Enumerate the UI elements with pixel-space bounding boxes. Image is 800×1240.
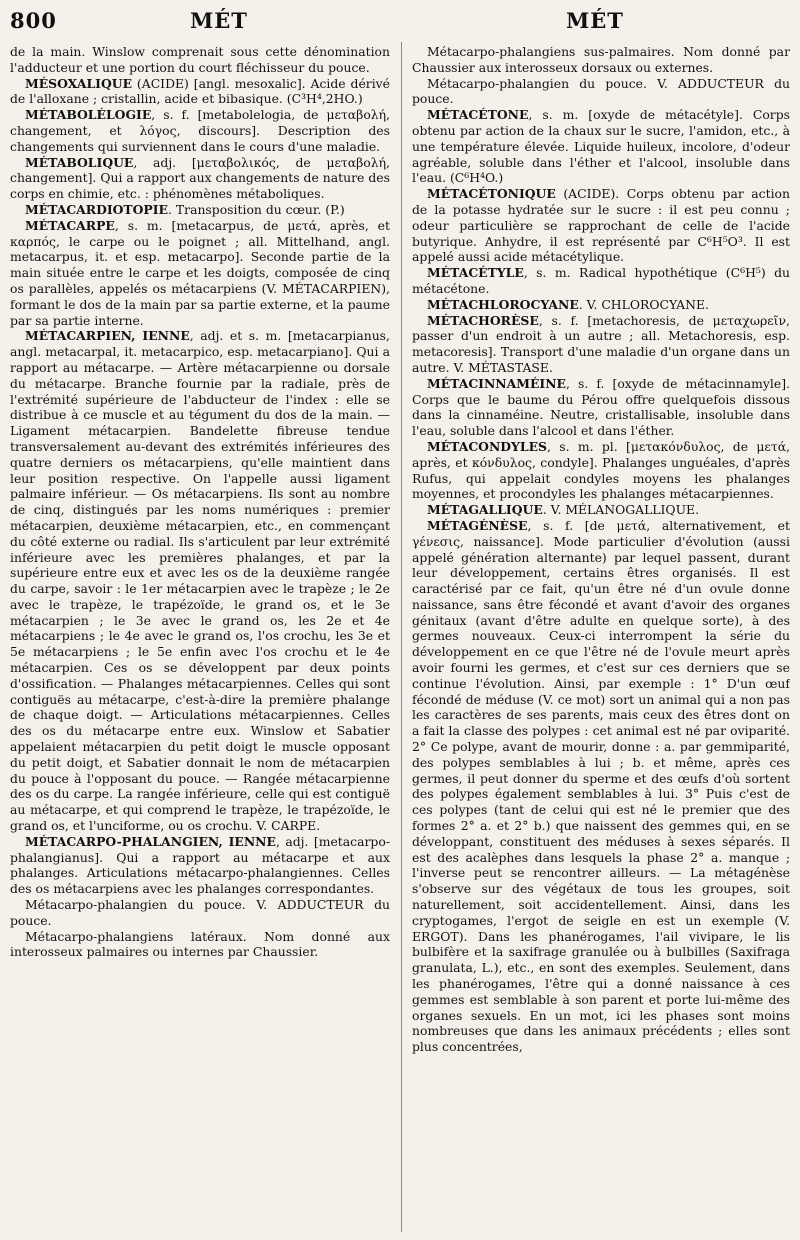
left-column	[10, 44, 390, 1230]
entry-headword: MÉTAGÉNÈSE	[427, 517, 528, 533]
entry-text: , s. m. [oxyde de métacétyle]. Corps obtenu par action de la chaux sur le sucre, l'amidon, etc., à une température élevée. Liquide huileux, incolore, d'odeur agréable, soluble dans l'éther et l'alcool, insoluble dans l'eau. (C⁶H⁴O.)	[412, 107, 790, 186]
entry-text: , adj. [metacarpo-phalangianus]. Qui a rapport au métacarpe et aux phalanges. Articulations métacarpo-phalangiennes. Celles des os métacarpiens avec les phalanges correspondantes.	[10, 833, 390, 897]
dictionary-entry	[412, 297, 790, 313]
entry-text: , s. m. [metacarpus, de μετά, après, et καρπός, le carpe ou le poignet ; all. Mittelhand, angl. metacarpus, it. et esp. metacarpo]. Seconde partie de la main située entre le carpe et les doigts, composée de cinq os parallèles, appelés os métacarpiens (V. MÉTACARPIEN), formant le dos de la main par sa partie externe, et la paume par sa partie interne.	[10, 217, 390, 328]
entry-text: , s. f. [de μετά, alternativement, et γένεσις, naissance]. Mode particulier d'évolution (aussi appelé génération alternante) par lequel passent, durant leur développement, certains êtres organisés. Il est caractérisé par ce fait, qu'un être né d'un ovule donne naissance, sans être fécondé et avant d'avoir des organes génitaux (avant d'être adulte en quelque sorte), à des germes nouveaux. Ceux-ci interrompent la série du développement en ce que l'être né de l'ovule meurt après avoir fourni les germes, et c'est sur ces derniers que se continue l'évolution. Ainsi, par exemple : 1° D'un œuf fécondé de méduse (V. ce mot) sort un animal qui a non pas les caractères de ses parents, mais ceux des êtres dont on a fait la classe des polypes : cet animal est né par oviparité. 2° Ce polype, avant de mourir, donne : a. par gemmiparité, des polypes semblables à lui ; b. et même, après ces germes, il peut donner du sperme et des œufs d'où sortent des polypes également semblables à lui. 3° Puis c'est de ces polypes (tant de celui qui est né le premier que des formes 2° a. et 2° b.) que naissent des gemmes qui, en se développant, constituent des méduses à sexes séparés. Il est des acalèphes dans lesquels la phase 2° a. manque ; l'inverse peut se rencontrer ailleurs. — La métagénèse s'observe sur des végétaux de tous les groupes, soit naturellement, soit accidentellement. Ainsi, dans les cryptogames, l'ergot de seigle en est un exemple (V. ERGOT). Dans les phanérogames, l'ail vivipare, le lis bulbifère et la saxifrage granulée ou à bulbilles (Saxifraga granulata, L.), etc., en sont des exemples. Seulement, dans les phanérogames, l'être qui a donné naissance à ces gemmes est semblable à son parent et porte lui-même des organes sexuels. En un mot, ici les phases sont moins nombreuses que dans les animaux précédents ; elles sont plus concentrées,	[412, 517, 790, 1055]
entry-headword: MÉTAGALLIQUE	[427, 502, 543, 518]
entry-text: Métacarpo-phalangien du pouce. V. ADDUCTEUR du pouce.	[10, 897, 390, 928]
entry-text: . Transposition du cœur. (P.)	[168, 201, 345, 217]
entry-headword: MÉTABOLIQUE	[25, 154, 134, 170]
dictionary-entry	[412, 44, 790, 76]
entry-text: . V. CHLOROCYANE.	[578, 296, 709, 312]
entry-text: , s. f. [metachoresis, de μεταχωρεῖν, passer d'un endroit à un autre ; all. Metachoresis, esp. metacoresis]. Transport d'une maladie d'un organe dans un autre. V. MÉTASTASE.	[412, 312, 790, 375]
dictionary-entry	[10, 107, 390, 154]
dictionary-entry	[10, 834, 390, 897]
dictionary-entry	[10, 929, 390, 961]
entry-headword: MÉSOXALIQUE	[25, 75, 133, 91]
dictionary-entry	[10, 76, 390, 108]
entry-text: Métacarpo-phalangiens latéraux. Nom donné aux interosseux palmaires ou internes par Chaussier.	[10, 928, 390, 960]
dictionary-entry	[412, 439, 790, 502]
entry-text: , s. f. [metabolelogia, de μεταβολή, changement, et λόγος, discours]. Description des changements qui surviennent dans le cours d'une maladie.	[10, 107, 390, 154]
entry-headword: MÉTACONDYLES	[427, 438, 547, 454]
dictionary-entry	[10, 218, 390, 329]
dictionary-entry	[412, 107, 790, 186]
entry-text: , s. m. Radical hypothétique (C⁶H⁵) du métacétone.	[412, 265, 790, 296]
entry-headword: MÉTACHORÈSE	[427, 312, 539, 328]
entry-headword: MÉTACARPIEN, IENNE	[25, 328, 190, 344]
entry-headword: MÉTACINNAMÉINE	[427, 375, 566, 391]
entry-headword: MÉTACHLOROCYANE	[427, 296, 579, 312]
dictionary-entry	[412, 186, 790, 265]
entry-headword: MÉTACÉTONIQUE	[427, 186, 556, 202]
entry-text: , adj. [μεταβολικός, de μεταβολή, changement]. Qui a rapport aux changements de nature des corps en chimie, etc. : phénomènes métaboliques.	[10, 154, 390, 202]
dictionary-entry	[10, 202, 390, 218]
entry-text: (ACIDE) [angl. mesoxalic]. Acide dérivé de l'alloxane ; cristallin, acide et bibasique. (C³H⁴,2HO.)	[10, 75, 390, 107]
entry-text: de la main. Winslow comprenait sous cette dénomination l'adducteur et une portion du court fléchisseur du pouce.	[10, 44, 390, 75]
entry-text: , s. f. [oxyde de métacinnamyle]. Corps que le baume du Pérou offre quelquefois dissous dans la cinnaméine. Neutre, cristallisable, insoluble dans l'eau, soluble dans l'alcool et dans l'éther.	[412, 375, 790, 439]
dictionary-entry	[412, 265, 790, 297]
right-column	[412, 44, 790, 1230]
dictionary-entry	[412, 376, 790, 439]
entry-headword: MÉTABOLÉLOGIE	[25, 107, 152, 123]
entry-headword: MÉTACÉTYLE	[427, 265, 524, 281]
dictionary-entry	[412, 76, 790, 108]
dictionary-entry	[10, 328, 390, 834]
page-number: 800	[10, 8, 57, 33]
entry-text: , s. m. pl. [μετακόνδυλος, de μετά, après, et κόνδυλος, condyle]. Phalanges unguéales, d'après Rufus, qui appelait condyles moyens les phalanges moyennes, et procondyles les phalanges métacarpiennes.	[412, 438, 790, 502]
entry-headword: MÉTACARPE	[25, 217, 115, 233]
entry-headword: MÉTACARDIOTOPIE	[25, 201, 168, 217]
column-divider	[401, 42, 402, 1232]
dictionary-entry	[10, 44, 390, 76]
dictionary-entry	[412, 313, 790, 376]
entry-text: Métacarpo-phalangiens sus-palmaires. Nom donné par Chaussier aux interosseux dorsaux ou externes.	[412, 44, 790, 75]
dictionary-entry	[10, 155, 390, 202]
entry-text: . V. MÉLANOGALLIQUE.	[542, 502, 700, 518]
dictionary-entry	[10, 897, 390, 929]
dictionary-entry	[412, 518, 790, 1055]
entry-text: Métacarpo-phalangien du pouce. V. ADDUCTEUR du pouce.	[412, 75, 790, 107]
entry-text: (ACIDE). Corps obtenu par action de la potasse hydratée sur le sucre : il est peu connu ; odeur particulière se rapprochant de celle de l'acide butyrique. Anhydre, il est représenté par C⁶H⁵O³. Il est appelé aussi acide métacétylique.	[412, 186, 790, 265]
left-running-head: MÉT	[190, 8, 248, 33]
entry-text: , adj. et s. m. [metacarpianus, angl. metacarpal, it. metacarpico, esp. metacarpiano]. Qui a rapport au métacarpe. — Artère métacarpienne ou dorsale du métacarpe. Branche fournie par la radiale, près de l'extrémité supérieure de l'abducteur de l'index : elle se distribue à ce muscle et au tégument du dos de la main. — Ligament métacarpien. Bandelette fibreuse tendue transversalement au-devant des extrémités inférieures des quatre derniers os métacarpiens, qu'elle maintient dans leur position respective. On l'appelle aussi ligament palmaire inférieur. — Os métacarpiens. Ils sont au nombre de cinq, distingués par les noms numériques : premier métacarpien, deuxième métacarpien, etc., en commençant du côté externe ou radial. Ils s'articulent par leur extrémité inférieure avec les premières phalanges, et par la supérieure entre eux et avec les os de la deuxième rangée du carpe, savoir : le 1er métacarpien avec le trapèze ; le 2e avec le trapèze, le trapézoïde, le grand os, et le 3e métacarpien ; le 3e avec le grand os, les 2e et 4e métacarpiens ; le 4e avec le grand os, l'os crochu, les 3e et 5e métacarpiens ; le 5e enfin avec l'os crochu et le 4e métacarpien. Ces os se développent par deux points d'ossification. — Phalanges métacarpiennes. Celles qui sont contiguës au métacarpe, c'est-à-dire la première phalange de chaque doigt. — Articulations métacarpiennes. Celles des os du métacarpe entre eux. Winslow et Sabatier appelaient métacarpien du petit doigt le muscle opposant du petit doigt, et Sabatier donnait le nom de métacarpien du pouce à l'opposant du pouce. — Rangée métacarpienne des os du carpe. La rangée inférieure, celle qui est contiguë au métacarpe, et qui comprend le trapèze, le trapézoïde, le grand os, et l'unciforme, ou os crochu. V. CARPE.	[10, 328, 390, 834]
entry-headword: MÉTACARPO-PHALANGIEN, IENNE	[25, 833, 276, 849]
dictionary-entry	[412, 502, 790, 518]
right-running-head: MÉT	[566, 8, 624, 33]
entry-headword: MÉTACÉTONE	[427, 107, 529, 123]
